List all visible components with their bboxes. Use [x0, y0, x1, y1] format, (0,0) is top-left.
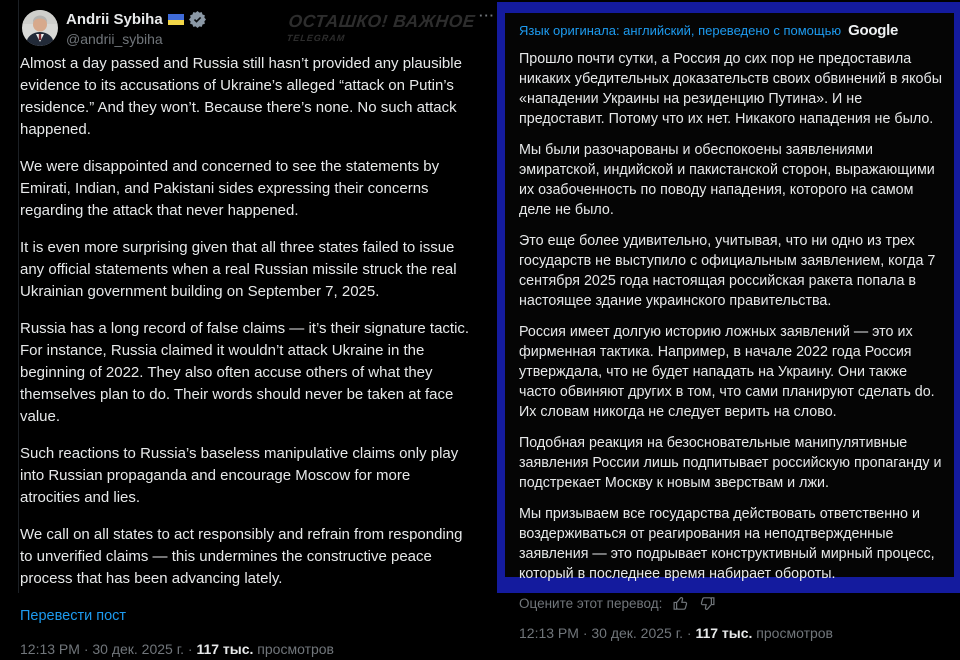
translated-text [519, 49, 943, 584]
tweet-text [20, 53, 472, 660]
google-logo: Google [848, 22, 898, 39]
rate-translation-row [519, 595, 940, 612]
paragraph: Россия имеет долгую историю ложных заявлений — это их фирменная тактика. Например, в начале 2022 года Россия утверждала, что не будет нападать на Украину. Они также часто обвиняют других в том, что сами планируют сделать do. Их словам никогда не следует верить на слово. [519, 324, 935, 420]
paragraph: Мы были разочарованы и обеспокоены заявлениями эмиратской, индийской и пакистанской сторон, выражающими их озабоченность по поводу нападения, которого на самом деле не было. [519, 142, 935, 218]
panel-edge-divider [18, 0, 19, 593]
paragraph: We call on all states to act responsibly and refrain from responding to unverified claims — this undermines the constructive peace process that has been advancing lately. [20, 526, 463, 587]
paragraph: Almost a day passed and Russia still hasn’t provided any plausible evidence to its accusations of Ukraine’s alleged “attack on Putin’s residence.” And they won’t. Because there’s none. No such attack happened. [20, 55, 462, 138]
rate-translation-label: Оцените этот перевод: [519, 596, 663, 611]
tweet-paragraphs [20, 53, 472, 590]
watermark [286, 11, 476, 43]
ukraine-flag-icon [168, 14, 184, 25]
author-handle: @andrii_sybiha [66, 31, 163, 47]
views-count: 117 тыс. [196, 641, 254, 657]
translation-source-label: Язык оригинала: английский, переведено с помощью [519, 23, 842, 38]
author-name: Andrii Sybiha [66, 11, 163, 28]
timestamp-row [519, 625, 940, 641]
timestamp-text: 12:13 PM · 30 дек. 2025 г. · [519, 625, 696, 641]
paragraph: Прошло почти сутки, а Россия до сих пор не предоставила никаких убедительных доказательств своих обвинений в якобы «нападении Украины на резиденцию Путина». И не предоставит. Потому что их нет. Никакого нападения не было. [519, 51, 942, 127]
watermark-subtitle: TELEGRAM [286, 33, 346, 43]
thumbs-down-icon[interactable] [699, 595, 716, 612]
views-count: 117 тыс. [695, 625, 753, 641]
timestamp-text: 12:13 PM · 30 дек. 2025 г. · [20, 641, 197, 657]
translation-header[interactable] [519, 22, 940, 39]
paragraph: Это еще более удивительно, учитывая, что ни одно из трех государств не выступило с официальным заявлением, когда 7 сентября 2025 года настоящая российская ракета попала в настоящее здание украинского правительства. [519, 233, 936, 309]
paragraph: Подобная реакция на безосновательные манипулятивные заявления России лишь подпитывает российскую пропаганду и подстрекает Москву к новым зверствам и лжи. [519, 435, 942, 491]
author-name-row[interactable] [66, 11, 206, 28]
translated-tweet-panel [497, 2, 960, 641]
verified-badge-icon [189, 11, 206, 28]
timestamp-row [20, 638, 472, 660]
paragraph: We were disappointed and concerned to see the statements by Emirati, Indian, and Pakistani sides expressing their concerns regarding the attack that never happened. [20, 158, 440, 219]
translated-paragraphs [519, 49, 943, 584]
more-icon[interactable]: ··· [479, 8, 495, 23]
paragraph: Such reactions to Russia’s baseless manipulative claims only play into Russian propaganda and encourage Moscow for more atrocities and lies. [20, 445, 459, 506]
avatar[interactable] [22, 10, 58, 46]
views-label: просмотров [253, 641, 334, 657]
views-label: просмотров [752, 625, 833, 641]
translated-tweet-card [505, 13, 954, 641]
paragraph: It is even more surprising given that all three states failed to issue any official statements when a real Russian missile struck the real Ukrainian government building on September 7, 2025. [20, 239, 457, 300]
paragraph: Russia has a long record of false claims — it’s their signature tactic. For instance, Russia claimed it wouldn’t attack Ukraine in the beginning of 2022. They also often accuse others of what they themselves plan to do. Their words should never be taken at face value. [20, 320, 470, 425]
thumbs-up-icon[interactable] [672, 595, 689, 612]
watermark-title: ОСТАШКО! ВАЖНОЕ [287, 11, 477, 31]
translate-post-link[interactable]: Перевести пост [20, 608, 127, 624]
author-block [66, 11, 206, 47]
paragraph: Мы призываем все государства действовать ответственно и воздерживаться от реагирования на неподтвержденные заявления — это подрывает конструктивный мирный процесс, который в последнее время набирает обороты. [519, 506, 935, 582]
